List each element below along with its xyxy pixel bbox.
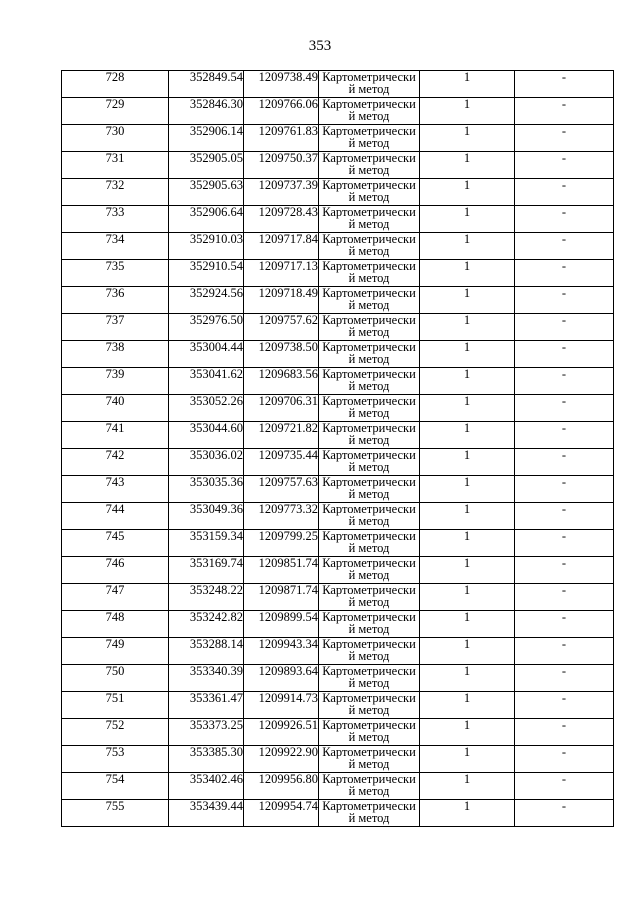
x-coordinate-cell: 353049.36 [169,503,244,530]
table-row [62,557,614,584]
y-coordinate-cell: 1209899.54 [244,611,319,638]
method-label-line-1: Картометрически [322,151,416,165]
method-label-line-2: й метод [348,325,390,339]
method-label-line-2: й метод [348,109,390,123]
method-cell [319,368,420,395]
point-number-cell: 745 [62,530,169,557]
quantity-cell: 1 [420,260,515,287]
x-coordinate-cell: 353402.46 [169,773,244,800]
y-coordinate-cell: 1209706.31 [244,395,319,422]
quantity-cell: 1 [420,233,515,260]
method-label-line-2: й метод [348,649,390,663]
point-number-cell: 728 [62,71,169,98]
method-cell [319,611,420,638]
point-number-cell: 746 [62,557,169,584]
table-row [62,341,614,368]
method-label-line-1: Картометрически [322,799,416,813]
point-number-cell: 749 [62,638,169,665]
note-cell: - [515,71,614,98]
y-coordinate-cell: 1209922.90 [244,746,319,773]
note-cell: - [515,422,614,449]
y-coordinate-cell: 1209766.06 [244,98,319,125]
x-coordinate-cell: 352924.56 [169,287,244,314]
note-cell: - [515,341,614,368]
note-cell: - [515,98,614,125]
method-label-line-2: й метод [348,811,390,825]
point-number-cell: 751 [62,692,169,719]
method-cell [319,449,420,476]
y-coordinate-cell: 1209718.49 [244,287,319,314]
method-label-line-2: й метод [348,352,390,366]
y-coordinate-cell: 1209738.49 [244,71,319,98]
method-label-line-1: Картометрически [322,610,416,624]
x-coordinate-cell: 353385.30 [169,746,244,773]
method-label-line-1: Картометрически [322,691,416,705]
y-coordinate-cell: 1209799.25 [244,530,319,557]
y-coordinate-cell: 1209926.51 [244,719,319,746]
quantity-cell: 1 [420,503,515,530]
x-coordinate-cell: 353340.39 [169,665,244,692]
point-number-cell: 732 [62,179,169,206]
method-cell [319,719,420,746]
y-coordinate-cell: 1209750.37 [244,152,319,179]
table-row [62,746,614,773]
note-cell: - [515,125,614,152]
method-cell [319,341,420,368]
method-cell [319,773,420,800]
table-row [62,152,614,179]
table-row [62,665,614,692]
x-coordinate-cell: 353439.44 [169,800,244,827]
quantity-cell: 1 [420,557,515,584]
method-label-line-1: Картометрически [322,745,416,759]
quantity-cell: 1 [420,638,515,665]
point-number-cell: 730 [62,125,169,152]
x-coordinate-cell: 353242.82 [169,611,244,638]
note-cell: - [515,638,614,665]
table-row [62,611,614,638]
x-coordinate-cell: 352976.50 [169,314,244,341]
point-number-cell: 750 [62,665,169,692]
quantity-cell: 1 [420,98,515,125]
note-cell: - [515,179,614,206]
table-row [62,638,614,665]
note-cell: - [515,611,614,638]
quantity-cell: 1 [420,530,515,557]
method-label-line-2: й метод [348,757,390,771]
table-row [62,530,614,557]
method-cell [319,395,420,422]
point-number-cell: 755 [62,800,169,827]
note-cell: - [515,557,614,584]
method-label-line-2: й метод [348,487,390,501]
quantity-cell: 1 [420,287,515,314]
method-label-line-2: й метод [348,568,390,582]
y-coordinate-cell: 1209914.73 [244,692,319,719]
method-label-line-2: й метод [348,784,390,798]
y-coordinate-cell: 1209683.56 [244,368,319,395]
method-label-line-2: й метод [348,730,390,744]
method-label-line-1: Картометрически [322,124,416,138]
method-label-line-1: Картометрически [322,556,416,570]
note-cell: - [515,665,614,692]
method-label-line-2: й метод [348,541,390,555]
y-coordinate-cell: 1209871.74 [244,584,319,611]
method-cell [319,530,420,557]
method-label-line-2: й метод [348,244,390,258]
x-coordinate-cell: 353041.62 [169,368,244,395]
point-number-cell: 742 [62,449,169,476]
note-cell: - [515,584,614,611]
y-coordinate-cell: 1209735.44 [244,449,319,476]
method-cell [319,584,420,611]
method-label-line-2: й метод [348,595,390,609]
method-cell [319,206,420,233]
method-label-line-2: й метод [348,163,390,177]
method-label-line-1: Картометрически [322,583,416,597]
x-coordinate-cell: 353361.47 [169,692,244,719]
table-row [62,422,614,449]
x-coordinate-cell: 353052.26 [169,395,244,422]
table-row [62,179,614,206]
method-label-line-1: Картометрически [322,367,416,381]
x-coordinate-cell: 352905.05 [169,152,244,179]
method-label-line-1: Картометрически [322,664,416,678]
y-coordinate-cell: 1209956.80 [244,773,319,800]
quantity-cell: 1 [420,476,515,503]
point-number-cell: 748 [62,611,169,638]
note-cell: - [515,746,614,773]
quantity-cell: 1 [420,314,515,341]
point-number-cell: 733 [62,206,169,233]
table-row [62,476,614,503]
quantity-cell: 1 [420,692,515,719]
page-number: 353 [308,38,332,54]
method-cell [319,152,420,179]
note-cell: - [515,530,614,557]
x-coordinate-cell: 352906.14 [169,125,244,152]
y-coordinate-cell: 1209757.62 [244,314,319,341]
quantity-cell: 1 [420,71,515,98]
quantity-cell: 1 [420,449,515,476]
x-coordinate-cell: 352846.30 [169,98,244,125]
method-label-line-2: й метод [348,379,390,393]
point-number-cell: 735 [62,260,169,287]
note-cell: - [515,773,614,800]
quantity-cell: 1 [420,395,515,422]
table-row [62,206,614,233]
table-row [62,125,614,152]
method-label-line-2: й метод [348,298,390,312]
quantity-cell: 1 [420,125,515,152]
table-row [62,692,614,719]
method-cell [319,557,420,584]
method-label-line-1: Картометрически [322,178,416,192]
method-label-line-1: Картометрически [322,97,416,111]
table-row [62,314,614,341]
method-label-line-1: Картометрически [322,502,416,516]
method-label-line-1: Картометрически [322,718,416,732]
table-row [62,260,614,287]
method-cell [319,746,420,773]
method-label-line-2: й метод [348,217,390,231]
method-cell [319,476,420,503]
method-cell [319,422,420,449]
note-cell: - [515,476,614,503]
point-number-cell: 737 [62,314,169,341]
quantity-cell: 1 [420,584,515,611]
note-cell: - [515,260,614,287]
method-label-line-2: й метод [348,82,390,96]
quantity-cell: 1 [420,746,515,773]
method-cell [319,638,420,665]
table-row [62,233,614,260]
method-label-line-1: Картометрически [322,205,416,219]
point-number-cell: 747 [62,584,169,611]
method-label-line-2: й метод [348,433,390,447]
method-cell [319,233,420,260]
table-row [62,800,614,827]
method-label-line-1: Картометрически [322,772,416,786]
note-cell: - [515,503,614,530]
quantity-cell: 1 [420,152,515,179]
table-row [62,287,614,314]
note-cell: - [515,368,614,395]
y-coordinate-cell: 1209893.64 [244,665,319,692]
x-coordinate-cell: 353159.34 [169,530,244,557]
point-number-cell: 729 [62,98,169,125]
table-row [62,98,614,125]
note-cell: - [515,692,614,719]
method-label-line-2: й метод [348,703,390,717]
x-coordinate-cell: 353169.74 [169,557,244,584]
point-number-cell: 736 [62,287,169,314]
method-cell [319,71,420,98]
point-number-cell: 734 [62,233,169,260]
table-row [62,368,614,395]
method-label-line-1: Картометрически [322,421,416,435]
point-number-cell: 739 [62,368,169,395]
note-cell: - [515,314,614,341]
table-row [62,719,614,746]
y-coordinate-cell: 1209851.74 [244,557,319,584]
quantity-cell: 1 [420,368,515,395]
method-label-line-2: й метод [348,136,390,150]
x-coordinate-cell: 353373.25 [169,719,244,746]
method-cell [319,314,420,341]
note-cell: - [515,233,614,260]
y-coordinate-cell: 1209943.34 [244,638,319,665]
note-cell: - [515,287,614,314]
x-coordinate-cell: 353044.60 [169,422,244,449]
table-row [62,503,614,530]
table-row [62,584,614,611]
quantity-cell: 1 [420,719,515,746]
method-label-line-2: й метод [348,460,390,474]
y-coordinate-cell: 1209738.50 [244,341,319,368]
point-number-cell: 744 [62,503,169,530]
note-cell: - [515,800,614,827]
point-number-cell: 753 [62,746,169,773]
quantity-cell: 1 [420,665,515,692]
point-number-cell: 738 [62,341,169,368]
note-cell: - [515,152,614,179]
method-cell [319,179,420,206]
y-coordinate-cell: 1209737.39 [244,179,319,206]
x-coordinate-cell: 352910.54 [169,260,244,287]
table-row [62,395,614,422]
point-number-cell: 743 [62,476,169,503]
y-coordinate-cell: 1209728.43 [244,206,319,233]
y-coordinate-cell: 1209761.83 [244,125,319,152]
method-label-line-1: Картометрически [322,313,416,327]
point-number-cell: 741 [62,422,169,449]
point-number-cell: 740 [62,395,169,422]
method-cell [319,260,420,287]
method-cell [319,98,420,125]
y-coordinate-cell: 1209717.84 [244,233,319,260]
x-coordinate-cell: 353035.36 [169,476,244,503]
table-row [62,71,614,98]
quantity-cell: 1 [420,422,515,449]
note-cell: - [515,395,614,422]
y-coordinate-cell: 1209721.82 [244,422,319,449]
method-label-line-1: Картометрически [322,637,416,651]
method-cell [319,287,420,314]
point-number-cell: 752 [62,719,169,746]
point-number-cell: 731 [62,152,169,179]
quantity-cell: 1 [420,611,515,638]
note-cell: - [515,449,614,476]
quantity-cell: 1 [420,341,515,368]
coordinates-table [61,70,614,827]
x-coordinate-cell: 352910.03 [169,233,244,260]
method-label-line-1: Картометрически [322,70,416,84]
method-label-line-1: Картометрически [322,259,416,273]
method-cell [319,692,420,719]
coordinates-table-body [62,71,614,827]
method-cell [319,503,420,530]
method-cell [319,125,420,152]
method-label-line-1: Картометрически [322,286,416,300]
table-row [62,773,614,800]
method-label-line-1: Картометрически [322,448,416,462]
method-label-line-1: Картометрически [322,232,416,246]
x-coordinate-cell: 353248.22 [169,584,244,611]
quantity-cell: 1 [420,773,515,800]
x-coordinate-cell: 353288.14 [169,638,244,665]
x-coordinate-cell: 352906.64 [169,206,244,233]
x-coordinate-cell: 352905.63 [169,179,244,206]
method-label-line-2: й метод [348,676,390,690]
method-label-line-2: й метод [348,271,390,285]
y-coordinate-cell: 1209757.63 [244,476,319,503]
method-label-line-1: Картометрически [322,529,416,543]
method-cell [319,800,420,827]
note-cell: - [515,719,614,746]
method-label-line-2: й метод [348,514,390,528]
x-coordinate-cell: 353004.44 [169,341,244,368]
note-cell: - [515,206,614,233]
method-cell [319,665,420,692]
quantity-cell: 1 [420,179,515,206]
quantity-cell: 1 [420,800,515,827]
y-coordinate-cell: 1209773.32 [244,503,319,530]
method-label-line-2: й метод [348,190,390,204]
method-label-line-1: Картометрически [322,394,416,408]
y-coordinate-cell: 1209717.13 [244,260,319,287]
method-label-line-2: й метод [348,622,390,636]
method-label-line-1: Картометрически [322,475,416,489]
method-label-line-2: й метод [348,406,390,420]
x-coordinate-cell: 352849.54 [169,71,244,98]
method-label-line-1: Картометрически [322,340,416,354]
point-number-cell: 754 [62,773,169,800]
x-coordinate-cell: 353036.02 [169,449,244,476]
quantity-cell: 1 [420,206,515,233]
y-coordinate-cell: 1209954.74 [244,800,319,827]
table-row [62,449,614,476]
